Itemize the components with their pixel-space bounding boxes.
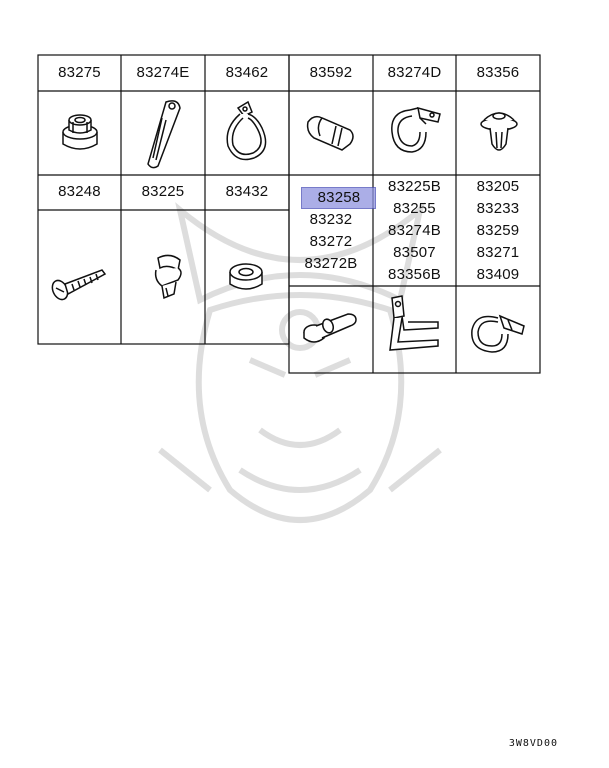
part-code[interactable]: 83225: [141, 183, 185, 200]
part-code[interactable]: 83232: [309, 211, 353, 228]
part-code[interactable]: 83274B: [388, 222, 441, 239]
grommet-nut-icon: [55, 108, 105, 158]
collar-ring-icon: [226, 260, 266, 296]
part-code[interactable]: 83255: [393, 200, 436, 217]
part-code[interactable]: 83233: [476, 200, 520, 217]
tab-clamp-icon: [382, 102, 448, 158]
part-code[interactable]: 83248: [58, 183, 101, 200]
part-code[interactable]: 83356: [476, 64, 520, 81]
part-code[interactable]: 83272: [309, 233, 353, 250]
part-code-highlighted[interactable]: 83258: [317, 189, 361, 206]
diagram-id: 3W8VD00: [508, 738, 558, 749]
fastener-clip-icon: [148, 250, 190, 306]
panel-clip-icon: [302, 108, 360, 156]
part-code[interactable]: 83592: [309, 64, 353, 81]
part-code[interactable]: 83274D: [387, 64, 442, 81]
part-code[interactable]: 83225B: [388, 178, 441, 195]
bracket-clamp-icon: [382, 292, 444, 364]
part-code[interactable]: 83272B: [304, 255, 358, 272]
part-code[interactable]: 83259: [476, 222, 520, 239]
stud-bolt-icon: [300, 304, 362, 348]
part-code[interactable]: 83205: [476, 178, 520, 195]
part-code[interactable]: 83275: [58, 64, 101, 81]
part-code[interactable]: 83271: [476, 244, 520, 261]
band-clamp-icon: [464, 300, 534, 360]
part-code[interactable]: 83274E: [136, 64, 190, 81]
screw-icon: [48, 258, 110, 304]
push-clip-icon: [476, 104, 522, 160]
part-code[interactable]: 83409: [476, 266, 520, 283]
part-code[interactable]: 83507: [393, 244, 436, 261]
strap-clamp-icon: [136, 96, 191, 172]
part-code[interactable]: 83432: [225, 183, 269, 200]
part-code[interactable]: 83462: [225, 64, 269, 81]
part-code[interactable]: 83356B: [388, 266, 441, 283]
loop-clamp-icon: [218, 98, 278, 168]
